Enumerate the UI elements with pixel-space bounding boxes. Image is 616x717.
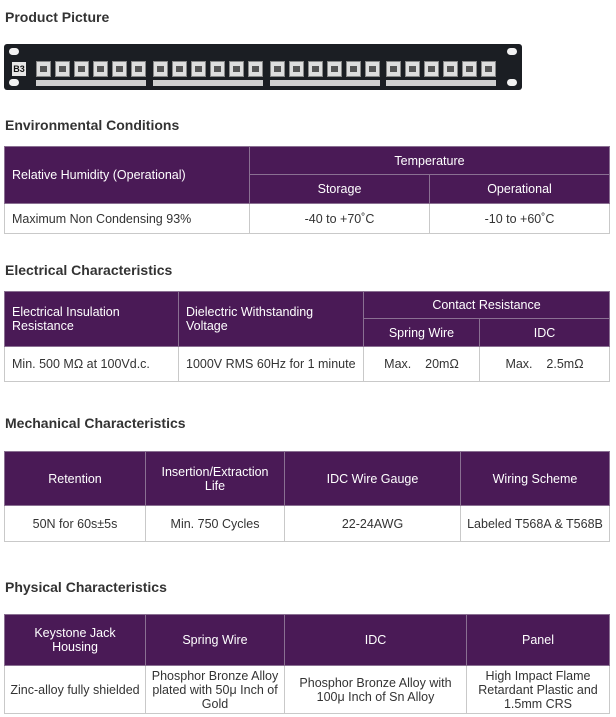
wiring-scheme-header: Wiring Scheme [461, 452, 610, 506]
idc-header: IDC [285, 615, 467, 666]
mechanical-table [4, 451, 610, 542]
operational-value: -10 to +60˚C [430, 204, 610, 234]
physical-table [4, 614, 610, 714]
humidity-value: Maximum Non Condensing 93% [5, 204, 250, 234]
port-label-strip [153, 80, 263, 86]
rj45-port [462, 61, 477, 77]
spring-wire-header: Spring Wire [146, 615, 285, 666]
rj45-port [93, 61, 108, 77]
spring-wire-value: Phosphor Bronze Alloy plated with 50μ Inch of Gold [146, 666, 285, 714]
rj45-port [386, 61, 401, 77]
dielectric-value: 1000V RMS 60Hz for 1 minute [179, 347, 364, 382]
retention-value: 50N for 60s±5s [5, 506, 146, 542]
retention-header: Retention [5, 452, 146, 506]
rj45-port [248, 61, 263, 77]
rj45-port [308, 61, 323, 77]
port-label-strip [386, 80, 496, 86]
rj45-port [405, 61, 420, 77]
wire-gauge-header: IDC Wire Gauge [285, 452, 461, 506]
product-picture-heading: Product Picture [5, 9, 110, 25]
rj45-port [191, 61, 206, 77]
contact-resistance-header: Contact Resistance [364, 292, 610, 319]
rj45-port [74, 61, 89, 77]
operational-header: Operational [430, 175, 610, 204]
mechanical-heading: Mechanical Characteristics [5, 415, 186, 431]
port-label-strip [270, 80, 380, 86]
housing-header: Keystone Jack Housing [5, 615, 146, 666]
rj45-port [289, 61, 304, 77]
rj45-port [346, 61, 361, 77]
mounting-hole [9, 48, 19, 55]
rj45-port [131, 61, 146, 77]
environmental-table [4, 146, 610, 234]
physical-heading: Physical Characteristics [5, 579, 167, 595]
mounting-hole [9, 79, 19, 86]
rj45-port [443, 61, 458, 77]
idc-value: Max. 2.5mΩ [480, 347, 610, 382]
storage-value: -40 to +70˚C [250, 204, 430, 234]
brand-logo: B3 [13, 64, 25, 74]
electrical-table [4, 291, 610, 382]
wiring-scheme-value: Labeled T568A & T568B [461, 506, 610, 542]
environmental-heading: Environmental Conditions [5, 117, 180, 133]
insertion-life-header: Insertion/Extraction Life [146, 452, 285, 506]
storage-header: Storage [250, 175, 430, 204]
mounting-hole [507, 79, 517, 86]
insertion-life-value: Min. 750 Cycles [146, 506, 285, 542]
panel-value: High Impact Flame Retardant Plastic and 1.5mm CRS [467, 666, 610, 714]
rj45-port [55, 61, 70, 77]
panel-header: Panel [467, 615, 610, 666]
rj45-port [172, 61, 187, 77]
port-label-strip [36, 80, 146, 86]
electrical-heading: Electrical Characteristics [5, 262, 173, 278]
rj45-port [424, 61, 439, 77]
rj45-port [327, 61, 342, 77]
idc-value: Phosphor Bronze Alloy with 100μ Inch of Sn Alloy [285, 666, 467, 714]
mounting-hole [507, 48, 517, 55]
rj45-port [210, 61, 225, 77]
humidity-header: Relative Humidity (Operational) [5, 147, 250, 204]
dielectric-header: Dielectric Withstanding Voltage [179, 292, 364, 347]
insulation-value: Min. 500 MΩ at 100Vd.c. [5, 347, 179, 382]
patch-panel-image [4, 44, 522, 90]
housing-value: Zinc-alloy fully shielded [5, 666, 146, 714]
idc-header: IDC [480, 319, 610, 347]
rj45-port [270, 61, 285, 77]
rj45-port [481, 61, 496, 77]
spring-wire-value: Max. 20mΩ [364, 347, 480, 382]
rj45-port [365, 61, 380, 77]
spring-wire-header: Spring Wire [364, 319, 480, 347]
wire-gauge-value: 22-24AWG [285, 506, 461, 542]
insulation-header: Electrical Insulation Resistance [5, 292, 179, 347]
rj45-port [36, 61, 51, 77]
rj45-port [153, 61, 168, 77]
rj45-port [229, 61, 244, 77]
temperature-header: Temperature [250, 147, 610, 175]
rj45-port [112, 61, 127, 77]
